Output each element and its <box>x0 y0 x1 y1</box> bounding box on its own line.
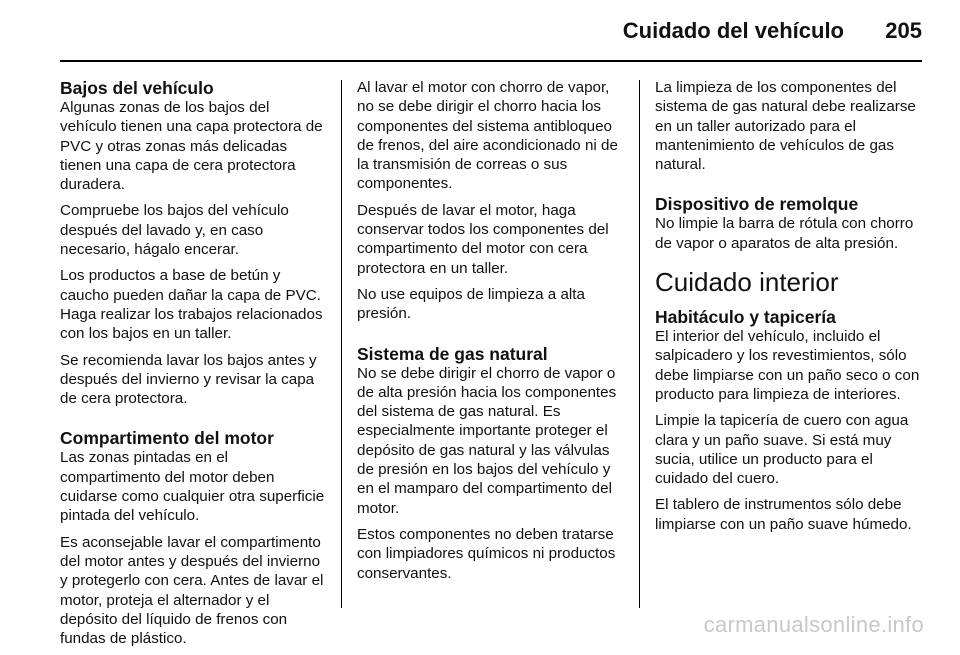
column-2 <box>357 78 625 590</box>
section-title-gas-natural: Sistema de gas natural <box>357 343 548 364</box>
paragraph: El tablero de instrumentos sólo debe limpiarse con un paño suave húmedo. <box>655 496 912 533</box>
section-title-remolque: Dispositivo de remolque <box>655 194 859 215</box>
header-rule <box>60 60 922 62</box>
column-1 <box>60 78 328 655</box>
paragraph: Limpie la tapicería de cuero con agua clara y un paño suave. Si está muy sucia, utilice un producto para el cuidado del cuero. <box>655 412 909 488</box>
column-divider <box>639 80 640 608</box>
paragraph: No se debe dirigir el chorro de vapor o de alta presión hacia los componentes del sistema de gas natural. Es especialmente importante proteger el depósito de gas natural y las válvulas de presión en los bajos del vehículo y en el mamparo del compartimento del motor. <box>357 364 617 517</box>
paragraph: Es aconsejable lavar el compartimento del motor antes y después del invierno y protegerlo con cera. Antes de lavar el motor, proteja el alternador y el depósito del líquido de frenos con fundas de plástico. <box>60 533 324 648</box>
watermark: carmanualsonline.info <box>703 612 924 637</box>
paragraph: El interior del vehículo, incluido el salpicadero y los revestimientos, sólo debe limpiarse con un paño seco o con producto para limpieza de interiores. <box>655 328 920 403</box>
paragraph: La limpieza de los componentes del sistema de gas natural debe realizarse en un taller autorizado para el mantenimiento de vehículos de gas natural. <box>655 79 916 174</box>
paragraph: Después de lavar el motor, haga conservar todos los componentes del compartimento del motor con cera protectora en un taller. <box>357 201 609 277</box>
paragraph: Compruebe los bajos del vehículo después del lavado y, en caso necesario, hágalo encerar. <box>60 202 289 259</box>
header-title: Cuidado del vehículo <box>622 18 844 43</box>
column-divider <box>341 80 342 608</box>
page-header <box>0 0 960 62</box>
chapter-title-cuidado-interior: Cuidado interior <box>655 267 839 298</box>
page-number: 205 <box>885 18 922 43</box>
section-title-habitaculo: Habitáculo y tapicería <box>655 307 836 328</box>
paragraph: No limpie la barra de rótula con chorro de vapor o aparatos de alta presión. <box>655 215 914 252</box>
paragraph: No use equipos de limpieza a alta presión. <box>357 285 585 323</box>
paragraph: Los productos a base de betún y caucho pueden dañar la capa de PVC. Haga realizar los trabajos relacionados con los bajos en un taller. <box>60 267 323 343</box>
column-3 <box>655 78 923 541</box>
paragraph: Algunas zonas de los bajos del vehículo tienen una capa protectora de PVC y otras zonas más delicadas tienen una capa de cera protectora duradera. <box>60 99 323 194</box>
paragraph: Las zonas pintadas en el compartimento del motor deben cuidarse como cualquier otra superficie pintada del vehículo. <box>60 449 325 525</box>
paragraph: Se recomienda lavar los bajos antes y después del invierno y revisar la capa de cera protectora. <box>60 351 317 408</box>
section-title-bajos: Bajos del vehículo <box>60 78 214 98</box>
section-title-compartimento: Compartimento del motor <box>60 428 274 449</box>
paragraph: Estos componentes no deben tratarse con limpiadores químicos ni productos conservantes. <box>357 525 616 582</box>
paragraph: Al lavar el motor con chorro de vapor, no se debe dirigir el chorro hacia los componentes del sistema antibloqueo de frenos, del aire acondicionado ni de la transmisión de correas o sus componentes. <box>357 79 618 193</box>
